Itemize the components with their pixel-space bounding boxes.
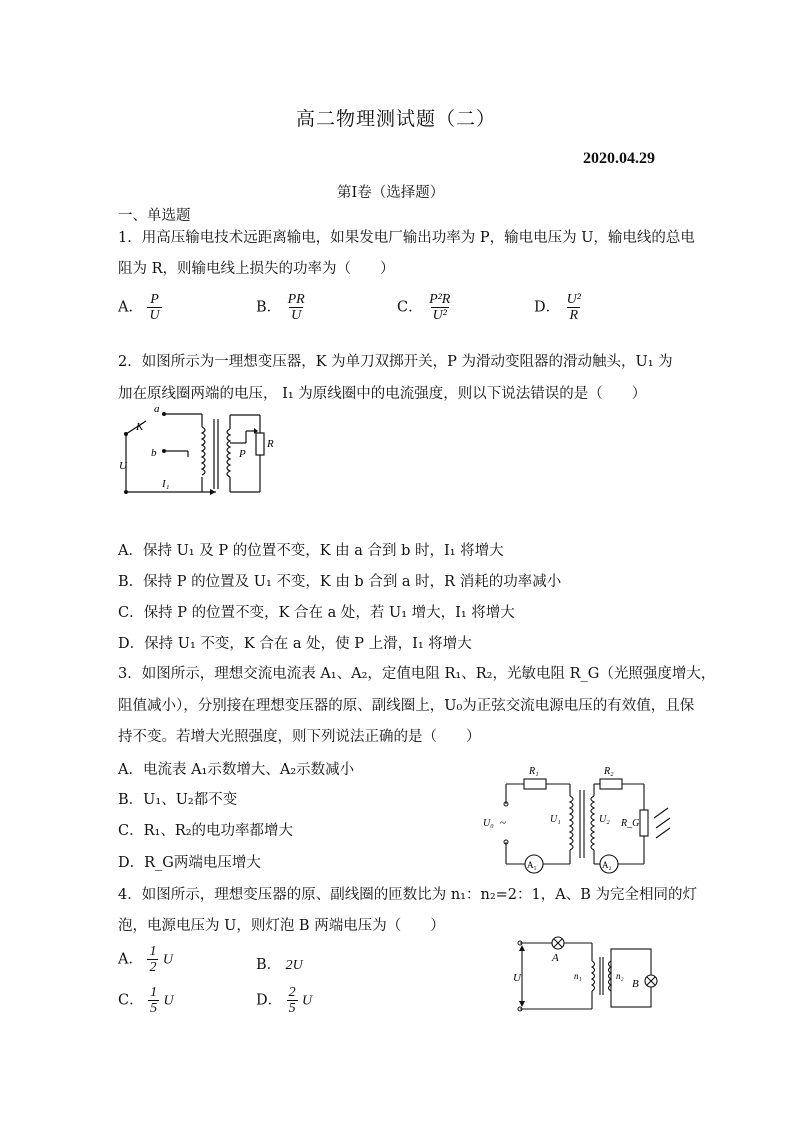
- q3-stem-line2: 阻值减小），分别接在理想变压器的原、副线圈上，U₀为正弦交流电源电压的有效值，且保: [118, 698, 695, 714]
- q2-option-d[interactable]: D．保持 U₁ 不变，K 合在 a 处，使 P 上滑，I₁ 将增大: [118, 636, 472, 652]
- q1-option-d[interactable]: D． $\frac{\text{U²}}{R}$: [534, 292, 581, 323]
- q2-fig-label-i1: I₁: [162, 478, 170, 490]
- q3-fig-label-tilde: ~: [500, 817, 506, 829]
- q4-stem-line1: 4．如图所示，理想变压器的原、副线圈的匝数比为 n₁：n₂=2：1，A、B 为完全相同的灯: [118, 887, 697, 903]
- exam-date: 2020.04.29: [583, 150, 655, 167]
- q2-fig-label-a: a: [154, 405, 160, 415]
- q4-option-d[interactable]: D． $\frac{2}{5}$ U: [256, 985, 313, 1016]
- q4-stem-line2: 泡，电源电压为 U，则灯泡 B 两端电压为（ ）: [118, 918, 445, 934]
- q1-option-a[interactable]: A． $\frac{P}{U}$: [118, 292, 160, 323]
- part-heading: 一、单选题: [118, 208, 191, 224]
- q2-option-a[interactable]: A．保持 U₁ 及 P 的位置不变，K 由 a 合到 b 时，I₁ 将增大: [118, 543, 504, 559]
- q3-option-d[interactable]: D．R_G两端电压增大: [118, 855, 261, 871]
- q3-fig-label-u0: U₀: [483, 818, 494, 829]
- q3-option-b[interactable]: B．U₁、U₂都不变: [118, 792, 238, 808]
- page-title: 高二物理测试题（二）: [296, 108, 497, 130]
- q2-fig-label-r: R: [267, 438, 274, 450]
- q3-fig-label-rg: R_G: [621, 818, 640, 829]
- q3-circuit-figure: [478, 762, 678, 878]
- q3-stem-line3: 持不变。若增大光照强度，则下列说法正确的是（ ）: [118, 729, 481, 745]
- q3-fig-label-u2: U₂: [599, 814, 610, 825]
- q4-fig-label-b: B: [632, 978, 639, 990]
- q4-fig-label-u: U: [513, 972, 521, 984]
- section-heading: 第Ⅰ卷（选择题）: [337, 185, 445, 201]
- q4-fig-label-n2: n₂: [616, 971, 624, 981]
- q2-stem-line1: 2．如图所示为一理想变压器，K 为单刀双掷开关，P 为滑动变阻器的滑动触头，U₁ 为: [118, 354, 673, 370]
- q3-fig-label-r2: R₂: [604, 766, 614, 777]
- q4-fig-label-a: A: [552, 952, 559, 964]
- q1-stem-line2: 阻为 R，则输电线上损失的功率为（ ）: [118, 261, 395, 277]
- q3-option-c[interactable]: C．R₁、R₂的电功率都增大: [118, 823, 294, 839]
- q2-option-b[interactable]: B．保持 P 的位置及 U₁ 不变，K 由 b 合到 a 时，R 消耗的功率减小: [118, 574, 562, 590]
- q2-fig-label-b: b: [151, 447, 157, 459]
- q4-transformer-figure: [510, 935, 660, 1017]
- q2-fig-label-k: K: [136, 421, 144, 433]
- q4-fig-label-n1: n₁: [574, 971, 582, 981]
- q3-fig-label-r1: R₁: [529, 766, 539, 777]
- q2-option-c[interactable]: C．保持 P 的位置不变，K 合在 a 处，若 U₁ 增大，I₁ 将增大: [118, 605, 515, 621]
- q2-stem-line2: 加在原线圈两端的电压， I₁ 为原线圈中的电流强度，则以下说法错误的是（ ）: [118, 386, 647, 402]
- q4-option-b[interactable]: B． 2U: [256, 957, 303, 973]
- q2-transformer-figure: [118, 405, 278, 497]
- q3-stem-line1: 3．如图所示，理想交流电流表 A₁、A₂，定值电阻 R₁、R₂，光敏电阻 R_G（光照强度增大，: [118, 666, 716, 682]
- q2-fig-label-p: P: [239, 448, 246, 460]
- q4-option-a[interactable]: A． $\frac{1}{2}$ U: [118, 944, 174, 975]
- q4-option-c[interactable]: C． $\frac{1}{5}$ U: [118, 985, 174, 1016]
- q3-option-a[interactable]: A．电流表 A₁示数增大、A₂示数减小: [118, 762, 355, 778]
- q1-option-b[interactable]: B． $\frac{PR}{U}$: [256, 292, 305, 323]
- q1-stem-line1: 1．用高压输电技术远距离输电，如果发电厂输出功率为 P，输电电压为 U，输电线的总电: [118, 230, 695, 246]
- q1-option-c[interactable]: C． $\frac{\text{P²R}}{\text{U²}}$: [397, 292, 451, 323]
- q3-fig-label-a1: A₁: [527, 860, 537, 870]
- q3-fig-label-u1: U₁: [550, 814, 561, 825]
- q2-fig-label-u: U: [119, 460, 127, 472]
- q3-fig-label-a2: A₂: [602, 860, 612, 870]
